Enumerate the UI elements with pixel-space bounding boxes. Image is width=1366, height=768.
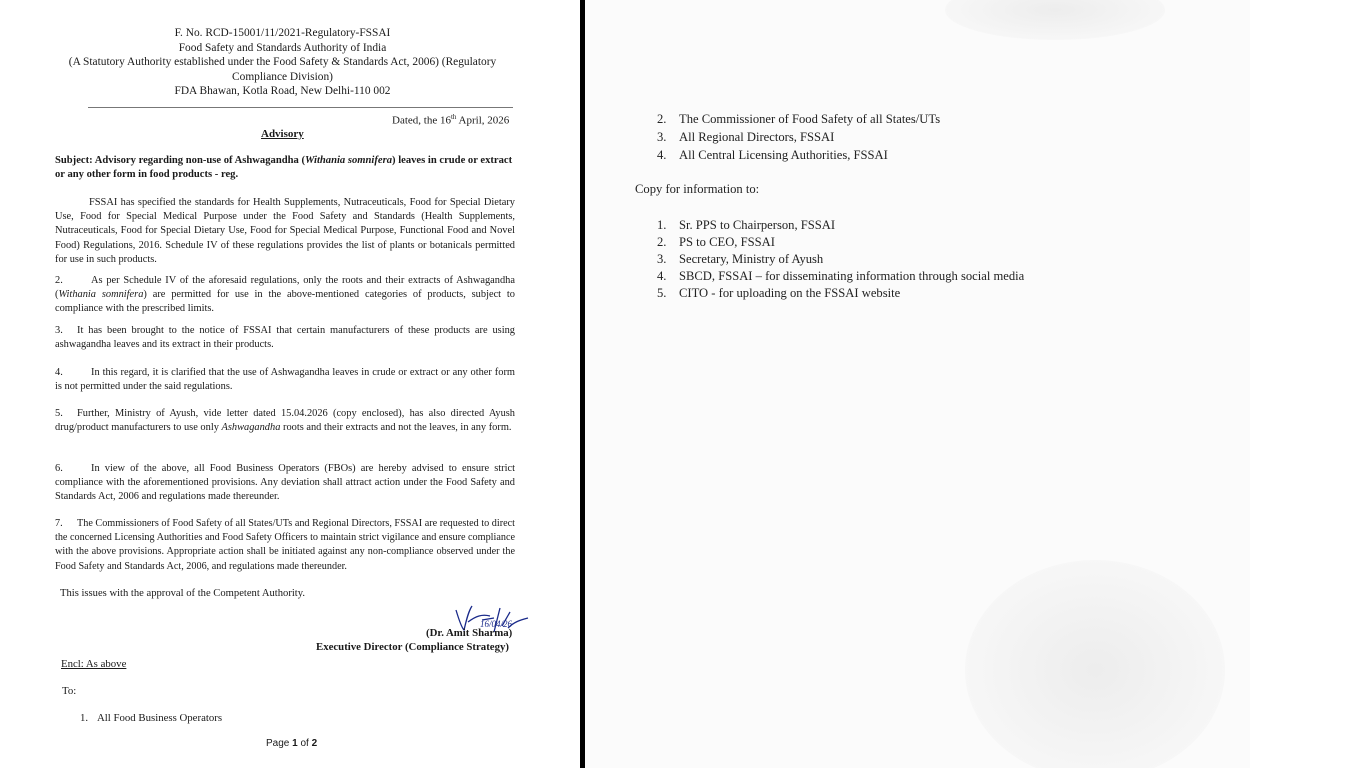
date-line: Dated, the 16th April, 2026: [392, 113, 510, 127]
document-title: Advisory: [261, 128, 304, 140]
org-statutory-line: (A Statutory Authority established under the Food Safety & Standards Act, 2006) (Regulatory: [68, 56, 497, 69]
paragraph-4: 4. In this regard, it is clarified that the use of Ashwagandha leaves in crude or extract or any other form is not permitted under the said regulations.: [55, 367, 515, 393]
to-item-3: 3. All Regional Directors, FSSAI: [657, 130, 835, 144]
copy-heading: Copy for information to:: [635, 182, 760, 196]
to-item-4: 4. All Central Licensing Authorities, FSSAI: [657, 148, 888, 162]
signature-date: 16/04/26: [480, 619, 513, 629]
right-margin: [1250, 0, 1366, 768]
enclosure-note: Encl: As above: [61, 658, 127, 670]
org-division: Compliance Division): [232, 70, 333, 83]
to-item-1: 1. All Food Business Operators: [80, 712, 223, 724]
to-item-2: 2. The Commissioner of Food Safety of all States/UTs: [657, 112, 941, 126]
scan-smudge: [965, 560, 1225, 768]
paragraph-5: 5. Further, Ministry of Ayush, vide letter dated 15.04.2026 (copy enclosed), has also directed Ayush drug/product manufacturers to use only Ashwagandha roots and their extracts and not the leaves, in any form.: [55, 408, 515, 434]
org-address: FDA Bhawan, Kotla Road, New Delhi-110 002: [174, 85, 391, 98]
approval-line: This issues with the approval of the Competent Authority.: [60, 588, 305, 599]
signatory-title: Executive Director (Compliance Strategy): [316, 641, 509, 653]
to-label: To:: [62, 685, 77, 697]
org-name: Food Safety and Standards Authority of India: [178, 41, 387, 54]
paragraph-1: FSSAI has specified the standards for Health Supplements, Nutraceuticals, Food for Special Dietary Use, Food for Special Medical Purpose under the Food Safety and Standards (Health Supplements, Nutraceuticals, Food for Special Dietary Use, Food for Special Medical Purpose, Functional Food and Novel Food) Regulations, 2016. Schedule IV of these regulations provides the list of plants or botanicals permitted for use in such products.: [55, 197, 515, 265]
copy-item-5: 5. CITO - for uploading on the FSSAI website: [657, 286, 901, 300]
paragraph-7: 7. The Commissioners of Food Safety of all States/UTs and Regional Directors, FSSAI are requested to direct the concerned Licensing Authorities and Food Safety Officers to maintain strict vigilance and ensure compliance with the above provisions. Appropriate action shall be initiated against any non-compliance observed under the Food Safety and Standards Act, 2006, and regulations made thereunder.: [55, 518, 515, 572]
paragraph-6: 6. In view of the above, all Food Business Operators (FBOs) are hereby advised to ensure strict compliance with the aforementioned provisions. Any deviation shall attract action under the Food Safety and Standards Act, 2006 and regulations made thereunder.: [55, 463, 515, 503]
header-rule: [88, 107, 513, 108]
signatory-name: (Dr. Amit Sharma): [426, 627, 513, 639]
page-footer: Page 1 of 2: [266, 738, 318, 749]
subject-line: Subject: Advisory regarding non-use of Ashwagandha (Withania somnifera) leaves in crude or extract or any other form in food products - reg.: [55, 155, 513, 181]
scan-smudge: [945, 0, 1165, 40]
file-number: F. No. RCD-15001/11/2021-Regulatory-FSSAI: [174, 27, 391, 39]
document-page-1: [0, 0, 580, 768]
copy-item-1: 1. Sr. PPS to Chairperson, FSSAI: [657, 218, 836, 232]
paragraph-3: 3. It has been brought to the notice of FSSAI that certain manufacturers of these products are using ashwagandha leaves and its extract in their products.: [55, 325, 515, 351]
copy-item-2: 2. PS to CEO, FSSAI: [657, 235, 775, 249]
document-page-2: [585, 0, 1250, 768]
copy-item-3: 3. Secretary, Ministry of Ayush: [657, 252, 824, 266]
copy-item-4: 4. SBCD, FSSAI – for disseminating information through social media: [657, 269, 1025, 283]
paragraph-2: 2. As per Schedule IV of the aforesaid regulations, only the roots and their extracts of Ashwagandha (Withania somnifera) are permitted for use in the above-mentioned categories of products, subject to compliance with the prescribed limits.: [55, 275, 515, 315]
